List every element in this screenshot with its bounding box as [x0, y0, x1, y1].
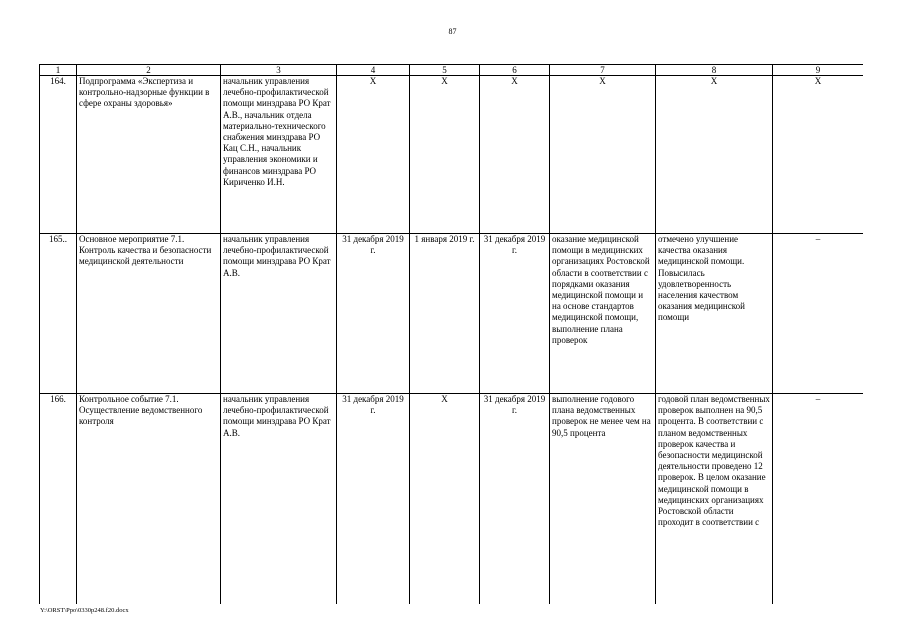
planned-end-date-cell: Х: [337, 76, 410, 234]
reasons-cell: Х: [773, 76, 864, 234]
responsible-person-cell: начальник управления лечебно-профилактической помощи минздрава РО Крат А.В.: [221, 394, 337, 605]
column-header: 4: [337, 65, 410, 76]
planned-results-cell: оказание медицинской помощи в медицинских организациях Ростовской области в соответствии с порядками оказания медицинской помощи и на основе стандартов медицинской помощи, выполнение плана проверок: [550, 234, 656, 394]
table-row: [40, 234, 864, 394]
row-number-cell: 164.: [40, 76, 77, 234]
planned-results-cell: выполнение годового плана ведомственных проверок не менее чем на 90,5 процента: [550, 394, 656, 605]
page-number: 87: [448, 27, 457, 36]
reasons-cell: –: [773, 394, 864, 605]
planned-results-cell: Х: [550, 76, 656, 234]
column-header: 2: [77, 65, 221, 76]
activity-name-cell: Контрольное событие 7.1. Осуществление ведомственного контроля: [77, 394, 221, 605]
actual-results-cell: годовой план ведомственных проверок выполнен на 90,5 процента. В соответствии с планом ведомственных проверок качества и безопасности медицинской деятельности проведено 12 проверок. В целом оказание медицинской помощи в медицинских организациях Ростовской области проходит в соответствии с: [656, 394, 773, 605]
row-number-cell: 166.: [40, 394, 77, 605]
actual-results-cell: Х: [656, 76, 773, 234]
table-row: [40, 76, 864, 234]
column-header: 1: [40, 65, 77, 76]
table-row: [40, 394, 864, 605]
actual-start-date-cell: Х: [410, 76, 480, 234]
column-number-row: [40, 65, 864, 76]
actual-results-cell: отмечено улучшение качества оказания медицинской помощи. Повысилась удовлетворенность населения качеством оказания медицинской помощи: [656, 234, 773, 394]
report-table: [39, 64, 863, 604]
column-header: 7: [550, 65, 656, 76]
planned-end-date-cell: 31 декабря 2019 г.: [337, 394, 410, 605]
responsible-person-cell: начальник управления лечебно-профилактической помощи минздрава РО Крат А.В.: [221, 234, 337, 394]
report-table-container: [39, 64, 863, 604]
actual-end-date-cell: Х: [480, 76, 550, 234]
actual-start-date-cell: Х: [410, 394, 480, 605]
row-number-cell: 165..: [40, 234, 77, 394]
file-path-footer: Y:\ORST\Ppo\0330p248.f20.docx: [40, 607, 129, 614]
planned-end-date-cell: 31 декабря 2019 г.: [337, 234, 410, 394]
column-header: 5: [410, 65, 480, 76]
activity-name-cell: Подпрограмма «Экспертиза и контрольно-надзорные функции в сфере охраны здоровья»: [77, 76, 221, 234]
activity-name-cell: Основное мероприятие 7.1. Контроль качества и безопасности медицинской деятельности: [77, 234, 221, 394]
reasons-cell: –: [773, 234, 864, 394]
column-header: 9: [773, 65, 864, 76]
column-header: 8: [656, 65, 773, 76]
actual-start-date-cell: 1 января 2019 г.: [410, 234, 480, 394]
column-header: 3: [221, 65, 337, 76]
actual-end-date-cell: 31 декабря 2019 г.: [480, 394, 550, 605]
actual-end-date-cell: 31 декабря 2019 г.: [480, 234, 550, 394]
responsible-person-cell: начальник управления лечебно-профилактической помощи минздрава РО Крат А.В., начальник отдела материально-технического снабжения минздрава РО Кац С.Н., начальник управления экономики и финансов минздрава РО Кириченко И.Н.: [221, 76, 337, 234]
column-header: 6: [480, 65, 550, 76]
